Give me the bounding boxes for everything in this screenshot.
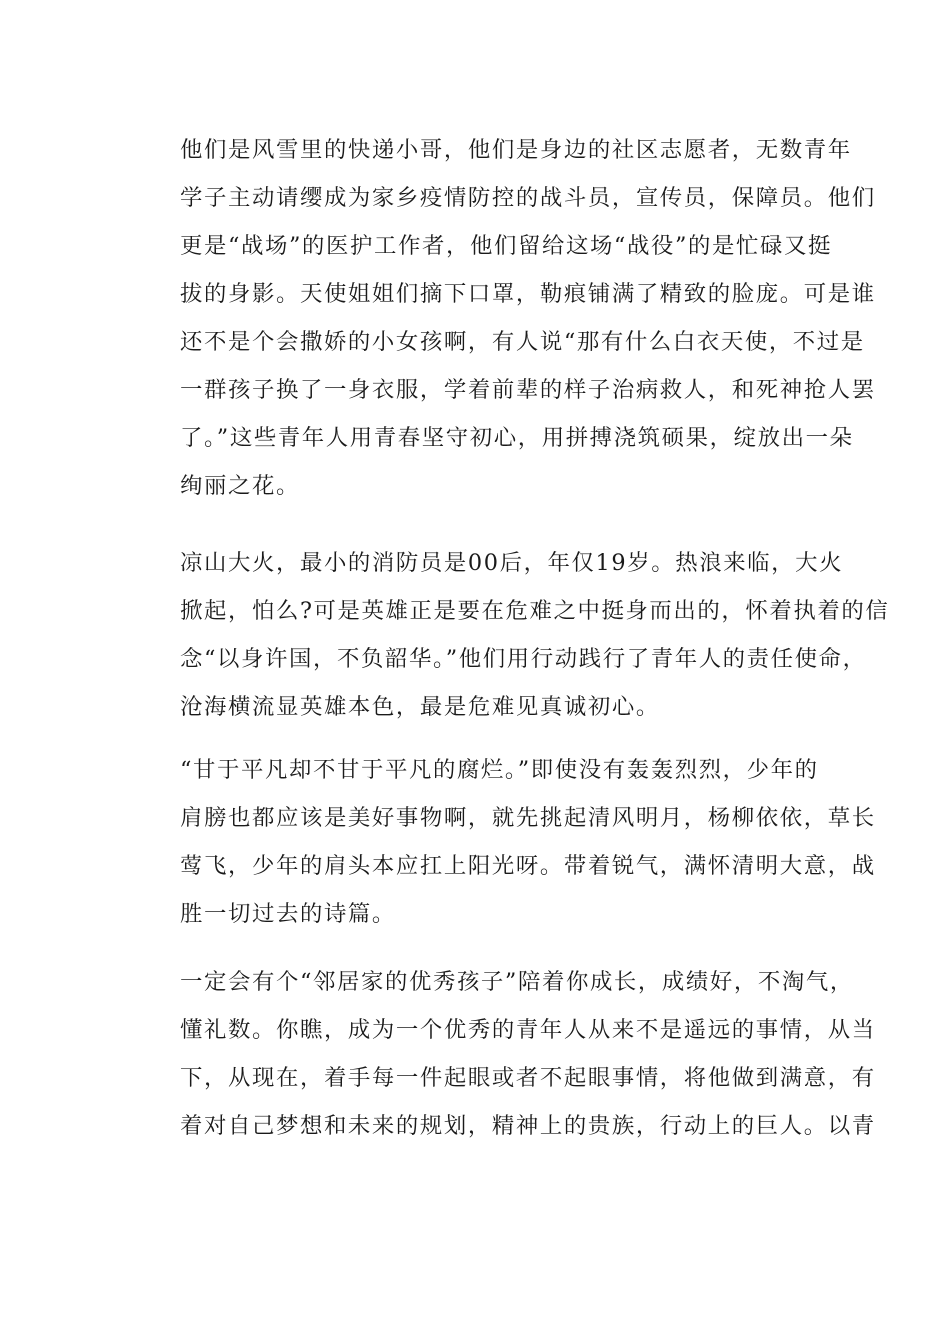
text-line: 还不是个会撒娇的小女孩啊，有人说“那有什么白衣天使，不过是: [180, 329, 865, 355]
text-line: 了。”这些青年人用青春坚守初心，用拼搏浇筑硕果，绽放出一朵: [180, 425, 854, 451]
paragraph-3: [146, 746, 876, 938]
text-line: 肩膀也都应该是美好事物啊，就先挑起清风明月，杨柳依依，草长: [180, 805, 876, 831]
paragraph-1: [146, 126, 876, 510]
text-line: 一群孩子换了一身衣服，学着前辈的样子治病救人，和死神抢人罢: [180, 377, 876, 403]
text-line: 掀起，怕么?可是英雄正是要在危难之中挺身而出的，怀着执着的信: [180, 598, 890, 624]
text-line: 他们是风雪里的快递小哥，他们是身边的社区志愿者，无数青年: [180, 137, 852, 163]
text-line: 莺飞，少年的肩头本应扛上阳光呀。带着锐气，满怀清明大意，战: [180, 853, 876, 879]
text-line: 念“以身许国，不负韶华。”他们用行动践行了青年人的责任使命，: [180, 646, 867, 672]
text-line: 着对自己梦想和未来的规划，精神上的贵族，行动上的巨人。以青: [180, 1113, 876, 1139]
text-line: “甘于平凡却不甘于平凡的腐烂。”即使没有轰轰烈烈，少年的: [180, 757, 819, 783]
text-line: 绚丽之花。: [180, 473, 300, 499]
text-line: 一定会有个“邻居家的优秀孩子”陪着你成长，成绩好，不淘气，: [180, 969, 854, 995]
text-line: 沧海横流显英雄本色，最是危难见真诚初心。: [180, 694, 660, 720]
text-line: 胜一切过去的诗篇。: [180, 901, 396, 927]
text-line: 学子主动请缨成为家乡疫情防控的战斗员，宣传员，保障员。他们: [180, 185, 876, 211]
text-line: 懂礼数。你瞧，成为一个优秀的青年人从来不是遥远的事情，从当: [180, 1017, 876, 1043]
text-line: 拔的身影。天使姐姐们摘下口罩，勒痕铺满了精致的脸庞。可是谁: [180, 281, 876, 307]
text-line: 下，从现在，着手每一件起眼或者不起眼事情，将他做到满意，有: [180, 1065, 876, 1091]
paragraph-4: [146, 958, 876, 1150]
text-line: 更是“战场”的医护工作者，他们留给这场“战役”的是忙碌又挺: [180, 233, 832, 259]
text-line: 凉山大火，最小的消防员是00后，年仅19岁。热浪来临，大火: [180, 550, 844, 576]
paragraph-2: [146, 539, 890, 731]
